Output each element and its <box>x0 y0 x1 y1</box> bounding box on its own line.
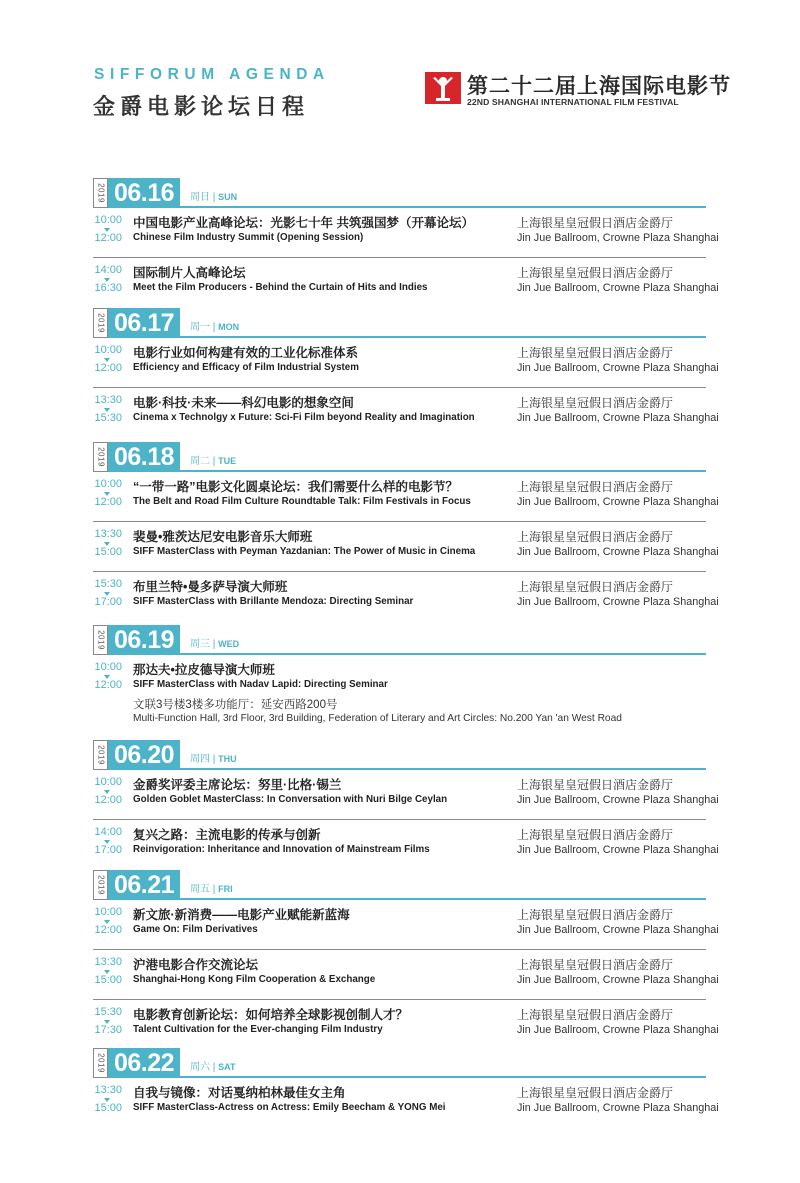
venue-en: Jin Jue Ballroom, Crowne Plaza Shanghai <box>517 974 719 986</box>
venue-en: Jin Jue Ballroom, Crowne Plaza Shanghai <box>517 282 719 294</box>
event-title-cn: 金爵奖评委主席论坛：努里·比格·锡兰 <box>133 778 342 792</box>
venue-cn: 上海银星皇冠假日酒店金爵厅 <box>517 480 674 494</box>
year-label <box>93 442 108 472</box>
event-row <box>93 950 719 1000</box>
weekday-en: SUN <box>218 192 238 202</box>
year-text: 2019 <box>96 183 105 203</box>
day-section <box>93 1048 719 1127</box>
venue-cn: 上海银星皇冠假日酒店金爵厅 <box>517 346 674 360</box>
end-time: 17:00 <box>94 596 122 608</box>
start-time: 14:00 <box>94 264 122 276</box>
day-header <box>93 625 706 655</box>
start-time: 10:00 <box>94 478 122 490</box>
start-time: 10:00 <box>94 906 122 918</box>
agenda-title-cn: 金爵电影论坛日程 <box>93 94 310 119</box>
date-text: 06.21 <box>113 871 175 899</box>
venue-cn: 上海银星皇冠假日酒店金爵厅 <box>517 580 674 594</box>
weekday-cn: 周一 <box>190 322 210 333</box>
venue-en: Jin Jue Ballroom, Crowne Plaza Shanghai <box>517 1102 719 1114</box>
venue-en: Jin Jue Ballroom, Crowne Plaza Shanghai <box>517 412 719 424</box>
weekday-cn: 周六 <box>190 1062 210 1073</box>
venue-cn: 上海银星皇冠假日酒店金爵厅 <box>517 778 674 792</box>
venue-cn: 上海银星皇冠假日酒店金爵厅 <box>517 958 674 972</box>
date-text: 06.22 <box>113 1049 175 1077</box>
weekday-separator: | <box>210 456 219 467</box>
date-badge <box>108 1048 180 1078</box>
end-time: 15:30 <box>94 412 122 424</box>
end-time: 12:00 <box>94 679 122 691</box>
event-title-en: Cinema x Technolgy x Future: Sci-Fi Film beyond Reality and Imagination <box>133 412 475 423</box>
event-row <box>93 770 719 820</box>
event-title-en: The Belt and Road Film Culture Roundtable Talk: Film Festivals in Focus <box>133 496 471 507</box>
venue-cn: 上海银星皇冠假日酒店金爵厅 <box>517 216 674 230</box>
event-title-cn: 电影·科技·未来——科幻电影的想象空间 <box>133 396 354 410</box>
event-title-en: Efficiency and Efficacy of Film Industrial System <box>133 362 359 373</box>
event-title-en: Game On: Film Derivatives <box>133 924 258 935</box>
start-time: 13:30 <box>94 394 122 406</box>
venue-cn: 上海银星皇冠假日酒店金爵厅 <box>517 1086 674 1100</box>
venue-en: Jin Jue Ballroom, Crowne Plaza Shanghai <box>517 844 719 856</box>
date-text: 06.16 <box>113 179 175 207</box>
event-title-cn: 布里兰特•曼多萨导演大师班 <box>133 580 288 594</box>
weekday-cn: 周五 <box>190 884 210 895</box>
end-time: 12:00 <box>94 794 122 806</box>
venue-cn: 上海银星皇冠假日酒店金爵厅 <box>517 266 674 280</box>
agenda-title-en: SIFFORUM AGENDA <box>94 66 330 83</box>
venue-cn: 上海银星皇冠假日酒店金爵厅 <box>517 530 674 544</box>
end-time: 17:30 <box>94 1024 122 1036</box>
weekday-separator: | <box>210 639 219 650</box>
event-title-en: SIFF MasterClass-Actress on Actress: Emily Beecham & YONG Mei <box>133 1102 446 1113</box>
venue-en: Jin Jue Ballroom, Crowne Plaza Shanghai <box>517 496 719 508</box>
festival-name-en: 22ND SHANGHAI INTERNATIONAL FILM FESTIVAL <box>467 97 679 107</box>
start-time: 15:30 <box>94 1006 122 1018</box>
event-row <box>93 472 719 522</box>
venue-en: Jin Jue Ballroom, Crowne Plaza Shanghai <box>517 596 719 608</box>
start-time: 15:30 <box>94 578 122 590</box>
event-title-cn: 那达夫•拉皮德导演大师班 <box>133 663 275 677</box>
weekday-cn: 周四 <box>190 754 210 765</box>
day-section <box>93 178 719 307</box>
day-section <box>93 308 719 437</box>
event-title-en: SIFF MasterClass with Brillante Mendoza: Directing Seminar <box>133 596 414 607</box>
year-text: 2019 <box>96 313 105 333</box>
weekday-en: MON <box>218 322 240 332</box>
event-title-en: Reinvigoration: Inheritance and Innovation of Mainstream Films <box>133 844 430 855</box>
event-title-cn: 裴曼•雅茨达尼安电影音乐大师班 <box>133 530 313 544</box>
day-header <box>93 442 706 472</box>
date-badge <box>108 308 180 338</box>
weekday-en: TUE <box>218 456 237 466</box>
end-time: 12:00 <box>94 924 122 936</box>
event-row <box>93 258 719 307</box>
date-text: 06.20 <box>113 741 175 769</box>
year-label <box>93 740 108 770</box>
year-text: 2019 <box>96 1053 105 1073</box>
venue-en: Jin Jue Ballroom, Crowne Plaza Shanghai <box>517 924 719 936</box>
venue-cn: 文联3号楼3楼多功能厅：延安西路200号 <box>133 699 338 711</box>
date-badge <box>108 740 180 770</box>
weekday-label <box>190 318 239 333</box>
event-row <box>93 655 706 735</box>
start-time: 13:30 <box>94 528 122 540</box>
year-label <box>93 870 108 900</box>
event-title-en: Golden Goblet MasterClass: In Conversation with Nuri Bilge Ceylan <box>133 794 448 805</box>
date-badge <box>108 870 180 900</box>
day-header <box>93 178 706 208</box>
event-row <box>93 572 719 621</box>
venue-cn: 上海银星皇冠假日酒店金爵厅 <box>517 908 674 922</box>
venue-en: Jin Jue Ballroom, Crowne Plaza Shanghai <box>517 794 719 806</box>
year-text: 2019 <box>96 630 105 650</box>
event-row <box>93 820 719 869</box>
event-row <box>93 338 719 388</box>
start-time: 10:00 <box>94 344 122 356</box>
day-section <box>93 740 719 869</box>
event-title-cn: 自我与镜像：对话戛纳柏林最佳女主角 <box>133 1086 346 1100</box>
date-badge <box>108 625 180 655</box>
start-time: 14:00 <box>94 826 122 838</box>
event-title-en: SIFF MasterClass with Peyman Yazdanian: The Power of Music in Cinema <box>133 546 476 557</box>
weekday-cn: 周二 <box>190 456 210 467</box>
event-title-en: Talent Cultivation for the Ever-changing Film Industry <box>133 1024 383 1035</box>
day-header <box>93 740 706 770</box>
event-row <box>93 1000 719 1049</box>
start-time: 10:00 <box>94 214 122 226</box>
end-time: 12:00 <box>94 232 122 244</box>
event-title-en: Shanghai-Hong Kong Film Cooperation & Exchange <box>133 974 376 985</box>
date-badge <box>108 178 180 208</box>
event-title-cn: 电影教育创新论坛：如何培养全球影视创制人才？ <box>133 1008 409 1022</box>
end-time: 17:00 <box>94 844 122 856</box>
venue-en: Jin Jue Ballroom, Crowne Plaza Shanghai <box>517 362 719 374</box>
weekday-en: THU <box>218 754 237 764</box>
year-text: 2019 <box>96 447 105 467</box>
end-time: 12:00 <box>94 362 122 374</box>
date-text: 06.18 <box>113 443 175 471</box>
end-time: 12:00 <box>94 496 122 508</box>
year-label <box>93 1048 108 1078</box>
event-title-cn: 国际制片人高峰论坛 <box>133 266 246 280</box>
weekday-label <box>190 880 233 895</box>
weekday-label <box>190 1058 236 1073</box>
venue-en: Jin Jue Ballroom, Crowne Plaza Shanghai <box>517 232 719 244</box>
weekday-en: SAT <box>218 1062 236 1072</box>
end-time: 15:00 <box>94 1102 122 1114</box>
date-text: 06.17 <box>113 309 175 337</box>
year-text: 2019 <box>96 745 105 765</box>
event-title-cn: 电影行业如何构建有效的工业化标准体系 <box>133 346 359 360</box>
event-title-cn: 中国电影产业高峰论坛：光影七十年 共筑强国梦（开幕论坛） <box>133 216 474 230</box>
weekday-label <box>190 750 237 765</box>
weekday-en: FRI <box>218 884 233 894</box>
year-label <box>93 625 108 655</box>
event-title-en: SIFF MasterClass with Nadav Lapid: Directing Seminar <box>133 679 388 690</box>
venue-cn: 上海银星皇冠假日酒店金爵厅 <box>517 1008 674 1022</box>
venue-cn: 上海银星皇冠假日酒店金爵厅 <box>517 828 674 842</box>
venue-en: Jin Jue Ballroom, Crowne Plaza Shanghai <box>517 1024 719 1036</box>
day-header <box>93 870 706 900</box>
event-row <box>93 522 719 572</box>
year-label <box>93 178 108 208</box>
event-title-cn: “一带一路”电影文化圆桌论坛：我们需要什么样的电影节？ <box>133 480 459 494</box>
event-row <box>93 388 719 437</box>
festival-logo <box>425 72 731 112</box>
weekday-cn: 周三 <box>190 639 210 650</box>
venue-en: Jin Jue Ballroom, Crowne Plaza Shanghai <box>517 546 719 558</box>
event-row <box>93 900 719 950</box>
date-text: 06.19 <box>113 626 175 654</box>
day-section <box>93 625 706 735</box>
venue-cn: 上海银星皇冠假日酒店金爵厅 <box>517 396 674 410</box>
start-time: 10:00 <box>94 776 122 788</box>
year-label <box>93 308 108 338</box>
weekday-separator: | <box>210 322 219 333</box>
end-time: 16:30 <box>94 282 122 294</box>
day-section <box>93 870 719 1049</box>
weekday-separator: | <box>210 192 219 203</box>
start-time: 10:00 <box>94 661 122 673</box>
weekday-label <box>190 635 239 650</box>
event-title-en: Meet the Film Producers - Behind the Curtain of Hits and Indies <box>133 282 428 293</box>
event-title-cn: 沪港电影合作交流论坛 <box>133 958 259 972</box>
weekday-separator: | <box>210 1062 219 1073</box>
day-header <box>93 1048 706 1078</box>
day-section <box>93 442 719 621</box>
start-time: 13:30 <box>94 956 122 968</box>
event-title-en: Chinese Film Industry Summit (Opening Session) <box>133 232 364 243</box>
event-title-cn: 新文旅·新消费——电影产业赋能新蓝海 <box>133 908 350 922</box>
weekday-cn: 周日 <box>190 192 210 203</box>
day-header <box>93 308 706 338</box>
weekday-en: WED <box>218 639 240 649</box>
date-badge <box>108 442 180 472</box>
end-time: 15:00 <box>94 546 122 558</box>
start-time: 13:30 <box>94 1084 122 1096</box>
weekday-separator: | <box>210 884 219 895</box>
weekday-separator: | <box>210 754 219 765</box>
festival-name-cn: 第二十二届上海国际电影节 <box>467 73 731 98</box>
event-title-cn: 复兴之路：主流电影的传承与创新 <box>133 828 321 842</box>
end-time: 15:00 <box>94 974 122 986</box>
weekday-label <box>190 452 236 467</box>
festival-emblem-icon <box>425 72 461 104</box>
event-row <box>93 208 719 258</box>
year-text: 2019 <box>96 875 105 895</box>
event-row <box>93 1078 719 1127</box>
venue-en: Multi-Function Hall, 3rd Floor, 3rd Building, Federation of Literary and Art Circles: No.200 Yan 'an West Road <box>133 713 622 724</box>
weekday-label <box>190 188 237 203</box>
